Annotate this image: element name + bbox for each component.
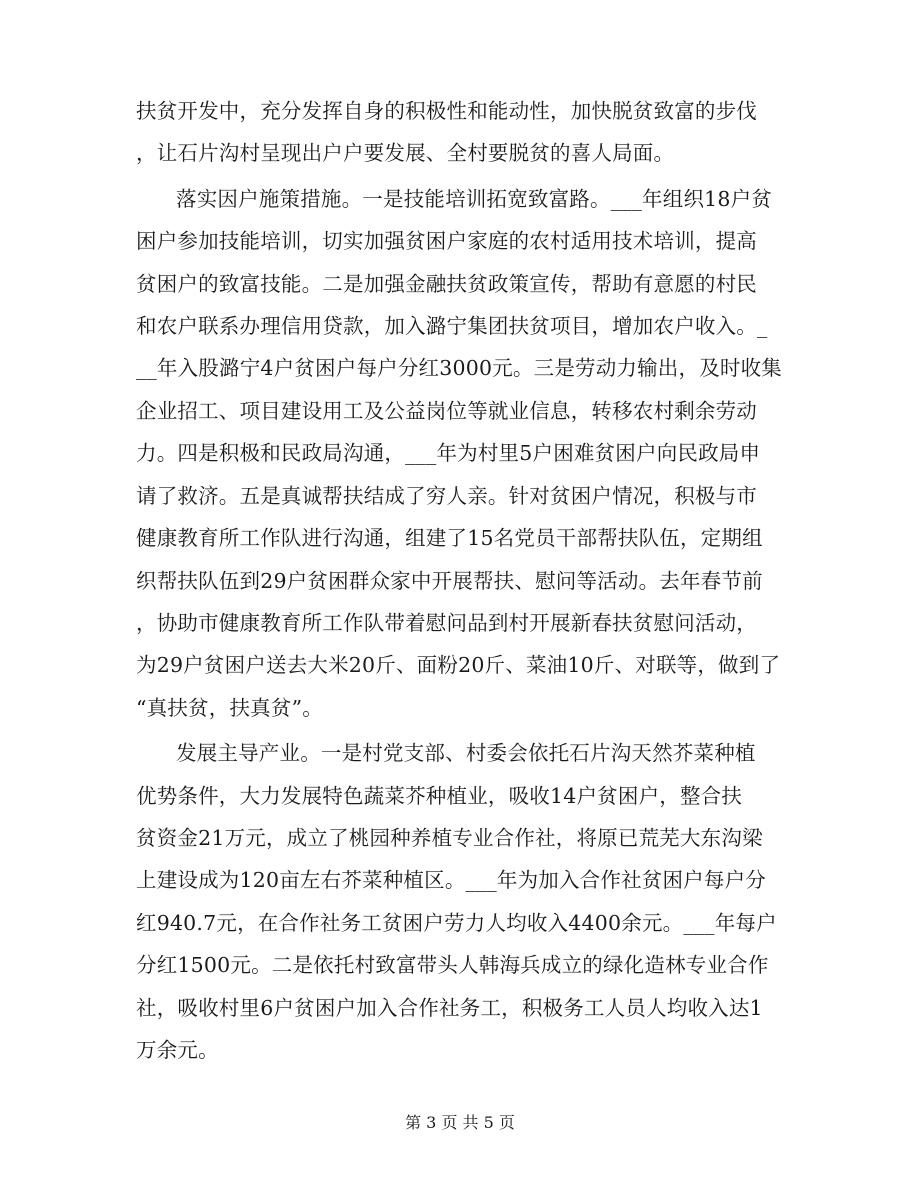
paragraph-first-line: 落实因户施策措施。一是技能培训拓宽致富路。___年组织18户贫 [176,187,773,211]
text-line: 和农户联系办理信用贷款，加入潞宁集团扶贫项目，增加农户收入。_ [136,314,768,338]
text-line: 为29户贫困户送去大米20斤、面粉20斤、菜油10斤、对联等，做到了 [136,653,781,677]
text-line: 优势条件，大力发展特色蔬菜芥种植业，吸收14户贫困户，整合扶 [136,784,743,808]
text-line: 贫资金21万元，成立了桃园种养植专业合作社，将原已荒芜大东沟梁 [136,826,763,850]
text-line: 红940.7元，在合作社务工贫困户劳力人均收入4400余元。___年每户 [136,911,777,935]
text-line: 社，吸收村里6户贫困户加入合作社务工，积极务工人员人均收入达1 [136,996,763,1020]
text-line: 困户参加技能培训，切实加强贫困户家庭的农村适用技术培训，提高 [136,229,757,253]
page-footer: 第 3 页 共 5 页 [405,1113,515,1132]
paragraph-first-line: 发展主导产业。一是村党支部、村委会依托石片沟天然芥菜种植 [176,741,756,765]
text-line: 织帮扶队伍到29户贫困群众家中开展帮扶、慰问等活动。去年春节前 [136,569,763,593]
text-line: 分红1500元。二是依托村致富带头人韩海兵成立的绿化造林专业合作 [136,953,769,977]
text-line: 健康教育所工作队进行沟通，组建了15名党员干部帮扶队伍，定期组 [136,526,763,550]
text-line: __年入股潞宁4户贫困户每户分红3000元。三是劳动力输出，及时收集 [136,356,783,380]
text-line: 万余元。 [136,1038,219,1062]
text-line: 力。四是积极和民政局沟通，___年为村里5户困难贫困户向民政局申 [136,441,761,465]
text-line: 企业招工、项目建设用工及公益岗位等就业信息，转移农村剩余劳动 [136,399,757,423]
text-line: 上建设成为120亩左右芥菜种植区。___年为加入合作社贫困户每户分 [136,868,766,892]
text-line: 扶贫开发中，充分发挥自身的积极性和能动性，加快脱贫致富的步伐 [136,99,757,123]
text-line: 贫困户的致富技能。二是加强金融扶贫政策宣传，帮助有意愿的村民 [136,272,757,296]
text-line: 请了救济。五是真诚帮扶结成了穷人亲。针对贫困户情况，积极与市 [136,484,757,508]
text-line: “真扶贫，扶真贫”。 [136,696,323,720]
text-line: ，协助市健康教育所工作队带着慰问品到村开展新春扶贫慰问活动， [136,611,757,635]
text-line: ，让石片沟村呈现出户户要发展、全村要脱贫的喜人局面。 [136,141,675,165]
